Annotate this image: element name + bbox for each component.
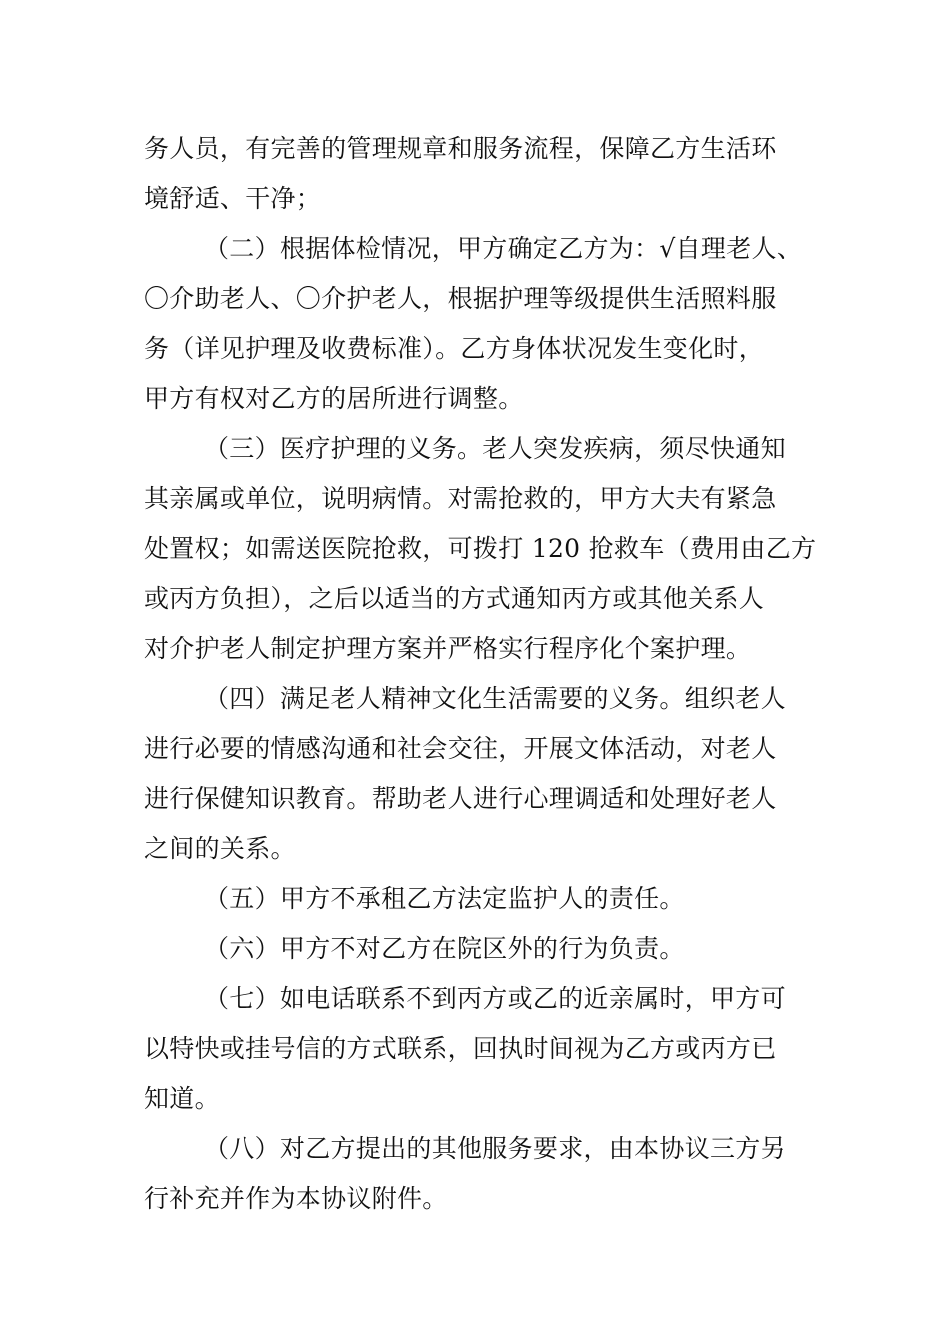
document-body (144, 124, 820, 1224)
text-line: 知道。 (144, 1084, 220, 1113)
text-line: 对介护老人制定护理方案并严格实行程序化个案护理。 (144, 634, 752, 663)
text-line: 境舒适、干净； (144, 184, 322, 213)
clause-5-line: （五）甲方不承租乙方法定监护人的责任。 (204, 884, 685, 913)
text-line: 务人员，有完善的管理规章和服务流程，保障乙方生活环 (144, 134, 777, 163)
text-line: 行补充并作为本协议附件。 (144, 1184, 448, 1213)
text-line: 〇介助老人、〇介护老人，根据护理等级提供生活照料服 (144, 284, 777, 313)
text-line: 其亲属或单位，说明病情。对需抢救的，甲方大夫有紧急 (144, 484, 777, 513)
clause-2-line: （二）根据体检情况，甲方确定乙方为：√自理老人、 (204, 234, 803, 263)
clause-8-line: （八）对乙方提出的其他服务要求，由本协议三方另 (204, 1134, 786, 1163)
text-line: 务（详见护理及收费标准）。乙方身体状况发生变化时， (144, 334, 765, 363)
text-line: 进行必要的情感沟通和社会交往，开展文体活动，对老人 (144, 734, 777, 763)
text-line: 以特快或挂号信的方式联系，回执时间视为乙方或丙方已 (144, 1034, 777, 1063)
text-line: 之间的关系。 (144, 834, 296, 863)
text-line: 处置权；如需送医院抢救，可拨打 120 抢救车（费用由乙方 (144, 534, 817, 563)
text-line: 进行保健知识教育。帮助老人进行心理调适和处理好老人 (144, 784, 777, 813)
text-line: 甲方有权对乙方的居所进行调整。 (144, 384, 524, 413)
clause-4-line: （四）满足老人精神文化生活需要的义务。组织老人 (204, 684, 786, 713)
text-line: 或丙方负担），之后以适当的方式通知丙方或其他关系人 (144, 584, 765, 613)
clause-3-line: （三）医疗护理的义务。老人突发疾病，须尽快通知 (204, 434, 786, 463)
clause-7-line: （七）如电话联系不到丙方或乙的近亲属时，甲方可 (204, 984, 786, 1013)
clause-6-line: （六）甲方不对乙方在院区外的行为负责。 (204, 934, 685, 963)
